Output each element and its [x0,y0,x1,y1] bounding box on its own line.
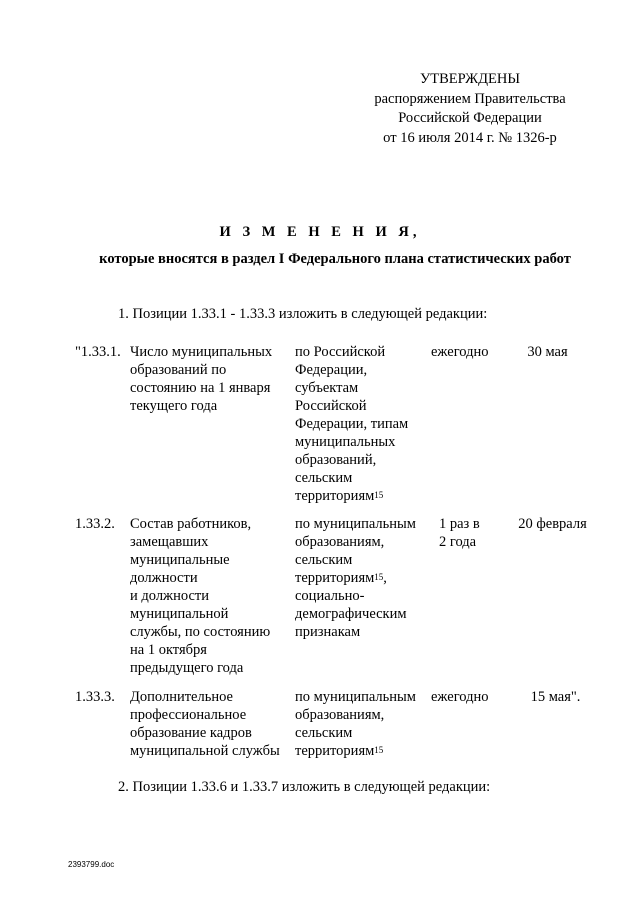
breakdown [295,688,435,760]
position-code: 1.33.3. [75,689,115,705]
footnote-ref: 15 [374,490,384,500]
text-line: муниципальные [130,552,230,568]
indicator-name [130,515,295,677]
frequency [431,688,516,706]
text-line: муниципальных [295,434,396,450]
file-name-footer: 2393799.doc [68,860,115,869]
text-line: территориям$^{15}$, [295,570,387,586]
due-date: 30 мая [527,344,568,360]
paragraph-1: 1. Позиции 1.33.1 - 1.33.3 изложить в следующей редакции: [118,306,488,322]
text-line: сельским [295,725,353,741]
text-line: Состав работников, [130,516,252,532]
text-line: социально- [295,588,365,604]
text-line: сельским [295,552,353,568]
approval-block [360,70,580,148]
text-line: Российской [295,398,367,414]
approval-line: распоряжением Правительства [374,90,566,107]
document-title: И З М Е Н Е Н И Я, [219,224,421,240]
text-line: муниципальной службы [130,743,280,759]
text-line: по муниципальным [295,516,416,532]
text-line: на 1 октября [130,642,207,658]
text-line: Федерации, типам [295,416,409,432]
text-line: по муниципальным [295,689,416,705]
text-line: признакам [295,624,361,640]
position-code: 1.33.2. [75,516,115,532]
text-line: 2 года [439,534,477,550]
text-line: должности [130,570,198,586]
text-line: по Российской [295,344,386,360]
text-line [295,487,435,505]
text-line: и должности [130,588,209,604]
position-code: "1.33.1. [75,344,121,360]
approval-line: Российской Федерации [398,110,542,126]
text-line: Федерации, [295,362,368,378]
text-line: замещавших [130,534,209,550]
text-span: территориям [295,570,375,586]
due-date: 15 мая". [530,689,581,705]
text-line: образованиям, [295,534,385,550]
text-line: ежегодно [431,344,489,360]
footnote-ref: 15 [374,745,384,755]
text-line: профессиональное [130,707,247,723]
text-span: территориям [295,743,375,759]
due-date: 20 февраля [518,516,587,532]
approval-heading: УТВЕРЖДЕНЫ [419,71,521,87]
text-line: состоянию на 1 января [130,380,271,396]
text-line: образованиям, [295,707,385,723]
breakdown [295,343,435,505]
text-line: предыдущего года [130,660,244,676]
text-line: текущего года [130,398,218,414]
document-subtitle: которые вносятся в раздел I Федерального плана статистических работ [99,251,571,267]
text-line: сельским [295,470,353,486]
text-line: Дополнительное [130,689,233,705]
indicator-name [130,688,295,760]
approval-date-number: от 16 июля 2014 г. № 1326-р [383,129,557,146]
text-line: 1 раз в [439,516,480,532]
text-line: службы, по состоянию [130,624,271,640]
paragraph-2: 2. Позиции 1.33.6 и 1.33.7 изложить в следующей редакции: [118,779,491,795]
text-line: образований, [295,452,377,468]
text-line: ежегодно [431,689,489,705]
footnote-ref: 15 [374,572,384,582]
text-line [295,742,435,760]
breakdown [295,515,435,641]
text-line: образований по [130,362,227,378]
text-line: муниципальной [130,606,229,622]
indicator-name [130,343,295,415]
text-line: субъектам [295,380,359,396]
text-span: территориям [295,488,375,504]
text-line: образование кадров [130,725,252,741]
text-line: Число муниципальных [130,344,273,360]
text-line: демографическим [295,606,407,622]
